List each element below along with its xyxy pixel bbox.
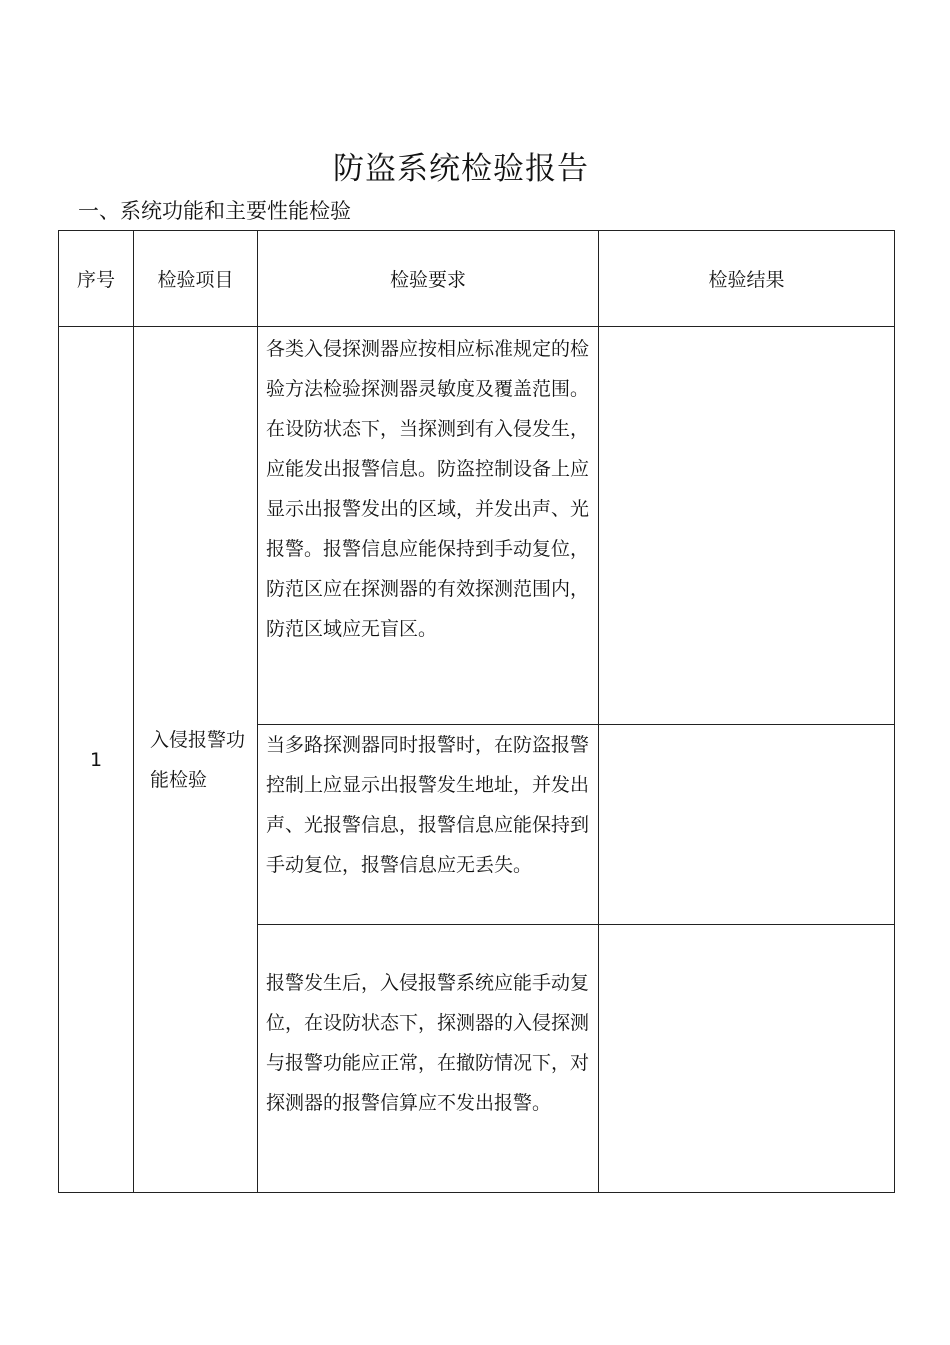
table-row (59, 327, 895, 725)
header-item: 检验项目 (134, 231, 258, 327)
requirement-text: 各类入侵探测器应按相应标准规定的检验方法检验探测器灵敏度及覆盖范围。在设防状态下，当探测到有入侵发生，应能发出报警信息。防盗控制设备上应显示出报警发出的区域，并发出声、光报警。报警信息应能保持到手动复位，防范区应在探测器的有效探测范围内，防范区域应无盲区。 (266, 338, 590, 640)
result-cell (599, 327, 895, 725)
header-requirement: 检验要求 (258, 231, 599, 327)
header-seq: 序号 (59, 231, 134, 327)
inspection-table (58, 230, 895, 1193)
requirement-cell (258, 725, 599, 925)
result-cell (599, 925, 895, 1193)
requirement-cell (258, 327, 599, 725)
requirement-text: 报警发生后，入侵报警系统应能手动复位，在设防状态下，探测器的入侵探测与报警功能应正常，在撤防情况下，对探测器的报警信算应不发出报警。 (266, 972, 590, 1114)
table-header-row (59, 231, 895, 327)
section-heading: 一、系统功能和主要性能检验 (78, 199, 351, 223)
row-seq-cell: 1 (59, 327, 134, 1193)
header-result: 检验结果 (599, 231, 895, 327)
result-cell (599, 725, 895, 925)
page-title: 防盗系统检验报告 (333, 151, 589, 187)
requirement-text: 当多路探测器同时报警时，在防盗报警控制上应显示出报警发生地址，并发出声、光报警信息，报警信息应能保持到手动复位，报警信息应无丢失。 (266, 734, 590, 876)
row-item-cell: 入侵报警功能检验 (134, 327, 258, 1193)
requirement-cell (258, 925, 599, 1193)
